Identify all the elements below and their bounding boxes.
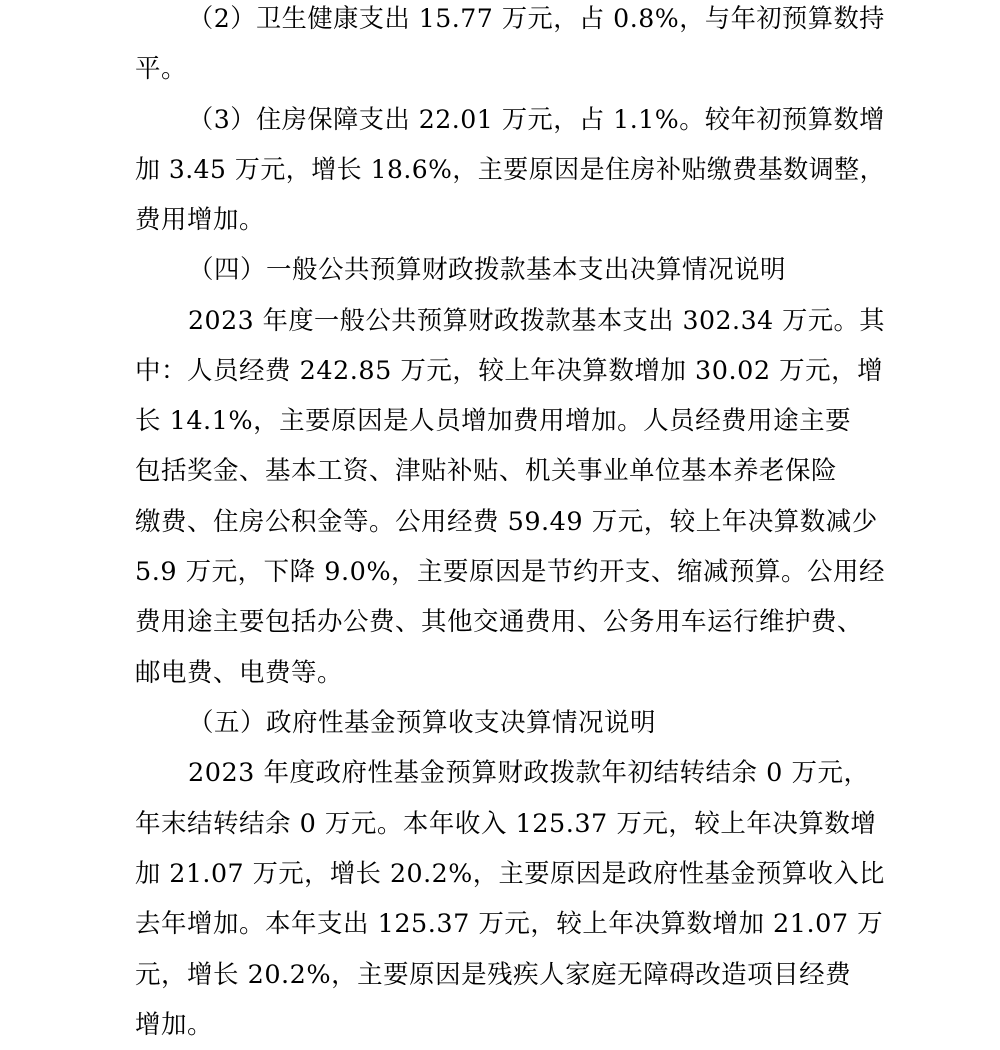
text-line: 长 14.1%，主要原因是人员增加费用增加。人员经费用途主要 — [135, 406, 852, 436]
text-line: 平。 — [135, 54, 188, 84]
text-line: 加 3.45 万元，增长 18.6%，主要原因是住房补贴缴费基数调整， — [135, 155, 886, 185]
section-heading: （五）政府性基金预算收支决算情况说明 — [188, 708, 657, 738]
text-line: 包括奖金、基本工资、津贴补贴、机关事业单位基本养老保险 — [135, 456, 838, 486]
text-line: 加 21.07 万元，增长 20.2%，主要原因是政府性基金预算收入比 — [135, 859, 885, 889]
text-line: 增加。 — [135, 1010, 214, 1040]
text-line: 费用增加。 — [135, 205, 266, 235]
section-heading: （四）一般公共预算财政拨款基本支出决算情况说明 — [188, 255, 787, 285]
text-line: （3）住房保障支出 22.01 万元，占 1.1%。较年初预算数增 — [188, 105, 885, 135]
text-line: 元，增长 20.2%，主要原因是残疾人家庭无障碍改造项目经费 — [135, 960, 852, 990]
text-line: 费用途主要包括办公费、其他交通费用、公务用车运行维护费、 — [135, 607, 864, 637]
text-line: 缴费、住房公积金等。公用经费 59.49 万元，较上年决算数减少 — [135, 507, 878, 537]
text-line: 年末结转结余 0 万元。本年收入 125.37 万元，较上年决算数增 — [135, 809, 877, 839]
text-line: 中：人员经费 242.85 万元，较上年决算数增加 30.02 万元，增 — [135, 356, 884, 386]
text-line: 2023 年度政府性基金预算财政拨款年初结转结余 0 万元， — [188, 758, 870, 788]
text-line: 2023 年度一般公共预算财政拨款基本支出 302.34 万元。其 — [188, 306, 885, 336]
text-line: 去年增加。本年支出 125.37 万元，较上年决算数增加 21.07 万 — [135, 909, 884, 939]
text-line: 邮电费、电费等。 — [135, 658, 344, 688]
text-line: 5.9 万元，下降 9.0%，主要原因是节约开支、缩减预算。公用经 — [135, 557, 886, 587]
text-line: （2）卫生健康支出 15.77 万元，占 0.8%，与年初预算数持 — [188, 4, 885, 34]
